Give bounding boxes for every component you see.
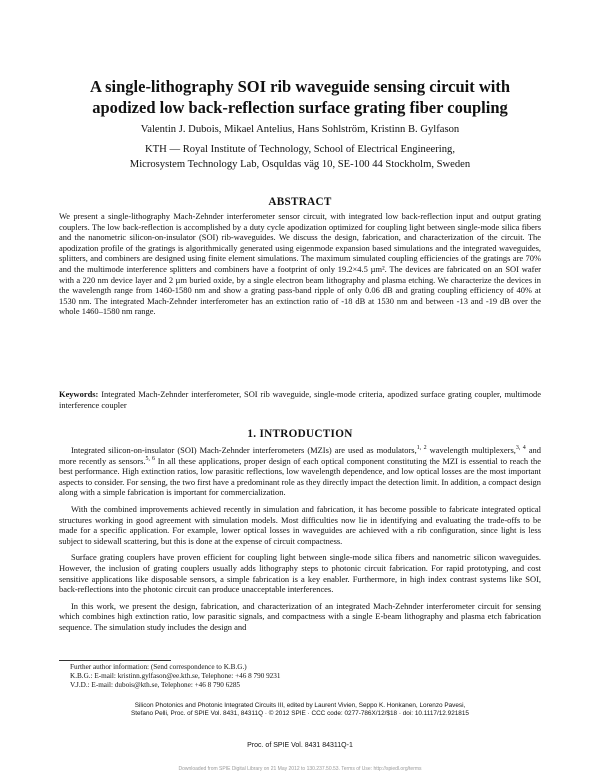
intro-p1-part-c: and more recently as sensors. bbox=[59, 445, 541, 466]
keywords-label: Keywords: bbox=[59, 389, 99, 399]
conference-line-1: Silicon Photonics and Photonic Integrated Circuits III, edited by Laurent Vivien, Seppo K. Honkanen, Lorenzo Pavesi, bbox=[134, 702, 466, 709]
author-list: Valentin J. Dubois, Mikael Antelius, Hans Sohlström, Kristinn B. Gylfason bbox=[140, 124, 460, 135]
affiliation-line-1: KTH — Royal Institute of Technology, School of Electrical Engineering, bbox=[145, 144, 455, 155]
conference-citation bbox=[59, 702, 541, 719]
affiliation-line-2: Microsystem Technology Lab, Osquldas väg 10, SE-100 44 Stockholm, Sweden bbox=[129, 159, 471, 170]
title-line-2: apodized low back-reflection surface grating fiber coupling bbox=[92, 98, 508, 117]
footnotes bbox=[70, 663, 280, 690]
intro-p1-part-d: In all these applications, proper design of each optical component constituting the MZI is essential to reach the best performance. High extinction ratios, low parasitic reflections, low wavelength dependence, and low optical losses are the most important aspects to consider. For sensing, the two first have a predominant role as they directly impact the detection limit. In addition, a compact design along with a simple fabrication is important for commercialization. bbox=[59, 455, 542, 498]
page-footer: Proc. of SPIE Vol. 8431 84311Q-1 bbox=[247, 742, 353, 749]
footnote-line-1: Further author information: (Send correspondence to K.B.G.) bbox=[70, 663, 247, 671]
abstract-body bbox=[59, 211, 541, 317]
introduction-body bbox=[59, 445, 541, 633]
conference-line-2: Stefano Pelli, Proc. of SPIE Vol. 8431, 84311Q · © 2012 SPIE · CCC code: 0277-786X/12/$18 · doi: 10.1117/12.921815 bbox=[131, 710, 469, 718]
intro-paragraph-1 bbox=[59, 445, 541, 498]
title-line-1: A single-lithography SOI rib waveguide sensing circuit with bbox=[89, 77, 511, 96]
introduction-heading: 1. INTRODUCTION bbox=[247, 428, 353, 440]
download-notice: Downloaded from SPIE Digital Library on 21 May 2012 to 130.237.50.53. Terms of Use: http://spiedl.org/terms bbox=[178, 766, 422, 772]
intro-p1-part-b: wavelength multiplexers, bbox=[426, 445, 516, 455]
affiliation bbox=[40, 142, 560, 172]
abstract-text: We present a single-lithography Mach-Zehnder interferometer sensor circuit, with integrated low back-reflection input and output grating couplers. The low back-reflection is accomplished by a duty cycle apodization optimized for coupling light between single-mode silica fibers and the nanometric silicon-on-insulator (SOI) rib-waveguides. We discuss the design, fabrication, and characterization of the circuit. The apodization profile of the gratings is algorithmically generated using eigenmode expansion based simulations and the integrated waveguides, splitters, and combiners are designed using finite element simulations. The maximum simulated coupling efficiencies of the gratings are 70% and the multimode interference splitters and combiners have a footprint of only 19.2×4.5 µm². The devices are fabricated on an SOI wafer with a 220 nm device layer and 2 µm buried oxide, by a single electron beam lithography and plasma etching. We characterize the devices in the wavelength range from 1460-1580 nm and show a grating pass-band ripple of only 0.06 dB and grating coupling efficiency of 40% at 1530 nm. The integrated Mach-Zehnder interferometer has an extinction ratio of -18 dB at 1530 nm and between -13 and -19 dB over the whole 1460–1580 nm range. bbox=[59, 211, 541, 317]
citation-ref: 1, 2 bbox=[416, 445, 427, 452]
footnote-rule bbox=[59, 660, 171, 661]
intro-paragraph-3: Surface grating couplers have proven efficient for coupling light between single-mode silica fibers and nanometric silicon waveguides. However, the inclusion of grating couplers usually adds lithography steps to photonic circuit fabrication. For rapid prototyping, and cost sensitive applications like disposable sensors, a simple fabrication is a key enabler. Furthermore, in high index contrast systems like SOI, back-reflections into the photonic circuit can produce unacceptable interferences. bbox=[59, 552, 541, 595]
citation-ref: 5, 6 bbox=[145, 455, 156, 462]
intro-paragraph-4: In this work, we present the design, fabrication, and characterization of an integrated Mach-Zehnder interferometer circuit for sensing which combines high extinction ratio, low parasitic signals, and compactness with a single E-beam lithography and plasma etch fabrication sequence. The simulation study includes the design and bbox=[59, 600, 541, 632]
footnote-line-3: V.J.D.: E-mail: dubois@kth.se, Telephone: +46 8 790 6285 bbox=[70, 681, 241, 689]
footnote-line-2: K.B.G.: E-mail: kristinn.gylfason@ee.kth.se, Telephone: +46 8 790 9231 bbox=[70, 672, 281, 680]
keywords-text: Integrated Mach-Zehnder interferometer, SOI rib waveguide, single-mode criteria, apodized surface grating coupler, multimode interference coupler bbox=[59, 389, 542, 410]
paper-title bbox=[50, 76, 550, 118]
keywords-block bbox=[59, 389, 541, 410]
citation-ref: 3, 4 bbox=[515, 445, 526, 452]
intro-p1-part-a: Integrated silicon-on-insulator (SOI) Mach-Zehnder interferometers (MZIs) are used as modulators, bbox=[71, 445, 417, 455]
intro-paragraph-2: With the combined improvements achieved recently in simulation and fabrication, it has become possible to fabricate integrated optical structures working in good agreement with simulation models. Most difficulties now lie in identifying and evaluating the trade-offs to be made for a specific application. For example, lower optical losses in waveguides are achieved with a rib configuration, since light is less subject to sidewall scattering, but this is done at the expense of circuit compactness. bbox=[59, 503, 541, 546]
abstract-heading: ABSTRACT bbox=[268, 196, 332, 208]
